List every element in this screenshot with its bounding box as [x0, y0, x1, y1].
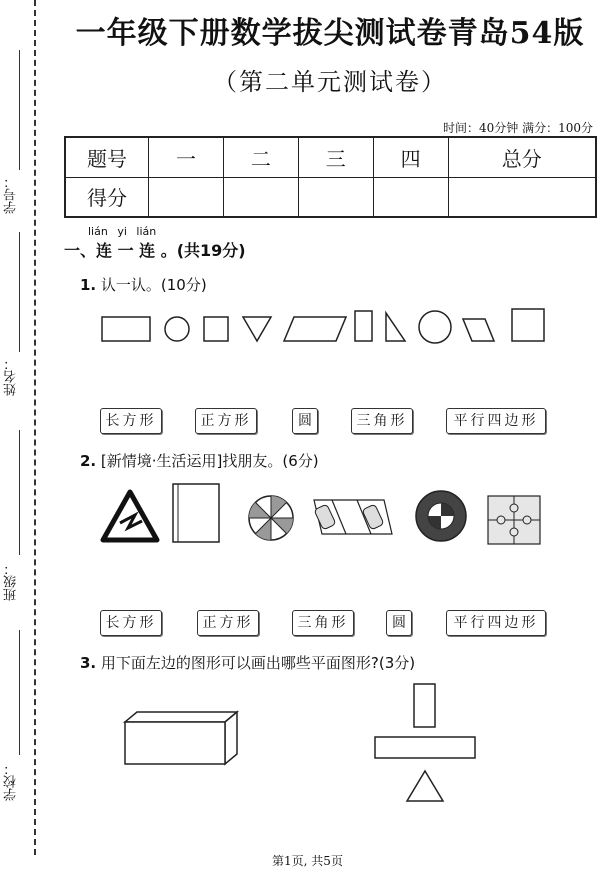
page-footer: 第1页, 共5页 — [272, 854, 343, 868]
q1-label-zhengfangxing[interactable]: 正方形 — [195, 408, 257, 434]
section-pinyin: lián yi lián — [88, 225, 157, 238]
question-2-number: 2. — [80, 452, 97, 470]
vertical-rectangle-shape — [414, 684, 435, 727]
score-head-cell: 四 — [373, 137, 448, 177]
q1-label-changfangxing[interactable]: 长方形 — [100, 408, 162, 434]
score-row-label: 得分 — [65, 177, 149, 217]
school-label: 学校： — [4, 762, 19, 801]
q2-label-zhengfangxing[interactable]: 正方形 — [197, 610, 259, 636]
score-head-cell: 题号 — [65, 137, 149, 177]
page-subtitle: （第二单元测试卷） — [213, 68, 447, 96]
question-3-text: 用下面左边的图形可以画出哪些平面图形?(3分) — [96, 654, 416, 672]
time-score-info: 时间：40分钟 满分：100分 — [443, 121, 593, 135]
q1-label-sanjiaoxing[interactable]: 三角形 — [351, 408, 413, 434]
question-1-text: 认一认。(10分) — [96, 276, 207, 294]
q2-label-sanjiaoxing[interactable]: 三角形 — [292, 610, 354, 636]
q2-label-pingxingsibianxing[interactable]: 平行四边形 — [446, 610, 546, 636]
triangle-shape — [407, 771, 443, 801]
name-label: 姓名： — [4, 357, 19, 396]
q1-label-yuan[interactable]: 圆 — [292, 408, 318, 434]
cuboid-icon — [125, 712, 237, 764]
question-1-number: 1. — [80, 276, 97, 294]
q1-label-pingxingsibianxing[interactable]: 平行四边形 — [446, 408, 546, 434]
class-label: 班级： — [4, 562, 19, 601]
student-number-label: 学号： — [4, 175, 19, 214]
question-3-number: 3. — [80, 654, 97, 672]
page-title: 一年级下册数学拔尖测试卷青岛54版 — [75, 16, 585, 51]
q2-label-yuan[interactable]: 圆 — [386, 610, 412, 636]
score-head-cell: 一 — [149, 137, 224, 177]
score-head-cell: 三 — [298, 137, 373, 177]
section-title: 一、连 一 连 。(共19分) — [64, 241, 246, 260]
q2-label-changfangxing[interactable]: 长方形 — [100, 610, 162, 636]
score-head-cell: 二 — [223, 137, 298, 177]
horizontal-rectangle-shape — [375, 737, 475, 758]
question-2-text: [新情境·生活运用]找朋友。(6分) — [96, 452, 319, 470]
score-head-cell: 总分 — [448, 137, 596, 177]
